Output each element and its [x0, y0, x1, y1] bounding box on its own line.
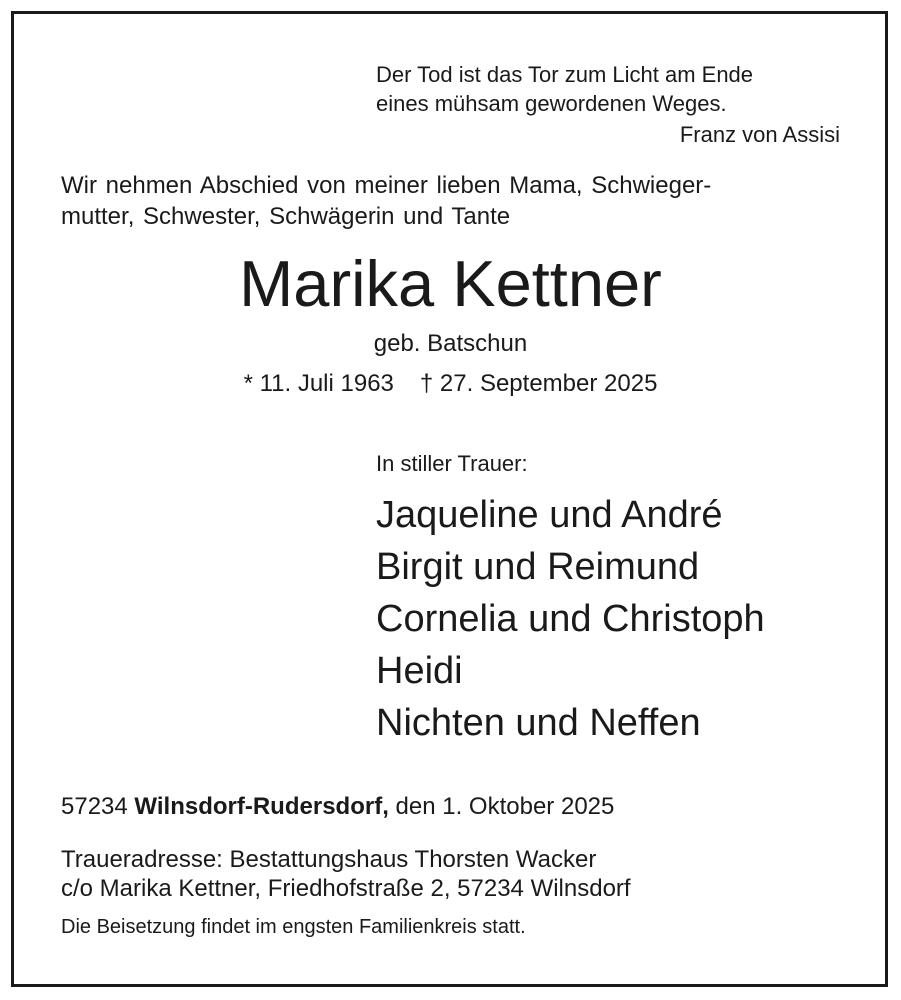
- death-date: † 27. September 2025: [419, 370, 658, 397]
- mourner-name: Heidi: [376, 650, 463, 692]
- mourner-name: Cornelia und Christoph: [376, 598, 765, 640]
- town: Wilnsdorf-Rudersdorf,: [134, 793, 389, 820]
- intro-text: [61, 170, 711, 232]
- birth-name: geb. Batschun: [373, 330, 528, 357]
- quote-line: Der Tod ist das Tor zum Licht am Ende: [376, 62, 754, 87]
- birth-date: * 11. Juli 1963: [243, 370, 394, 397]
- deceased-name: Marika Kettner: [239, 247, 662, 320]
- notice-date: den 1. Oktober 2025: [395, 793, 615, 820]
- burial-note: Die Beisetzung findet im engsten Familienkreis statt.: [61, 916, 526, 938]
- life-dates: [0, 369, 901, 399]
- intro-line: mutter, Schwester, Schwägerin und Tante: [61, 203, 511, 230]
- quote-line: eines mühsam gewordenen Weges.: [376, 91, 727, 116]
- mourning-label: In stiller Trauer:: [376, 451, 528, 476]
- mourners-list: [376, 489, 765, 749]
- place-and-date: [61, 792, 614, 822]
- address-line: Traueradresse: Bestattungshaus Thorsten Wacker: [61, 846, 597, 873]
- quote-author: Franz von Assisi: [679, 122, 840, 147]
- quote: [376, 60, 753, 118]
- mourner-name: Jaqueline und André: [376, 494, 723, 536]
- mourner-name: Nichten und Neffen: [376, 702, 701, 744]
- mourner-name: Birgit und Reimund: [376, 546, 700, 588]
- postcode: 57234: [61, 793, 128, 820]
- intro-line: Wir nehmen Abschied von meiner lieben Mama, Schwieger-: [61, 172, 712, 199]
- address-line: c/o Marika Kettner, Friedhofstraße 2, 57234 Wilnsdorf: [61, 875, 631, 902]
- mourning-address: [61, 845, 631, 903]
